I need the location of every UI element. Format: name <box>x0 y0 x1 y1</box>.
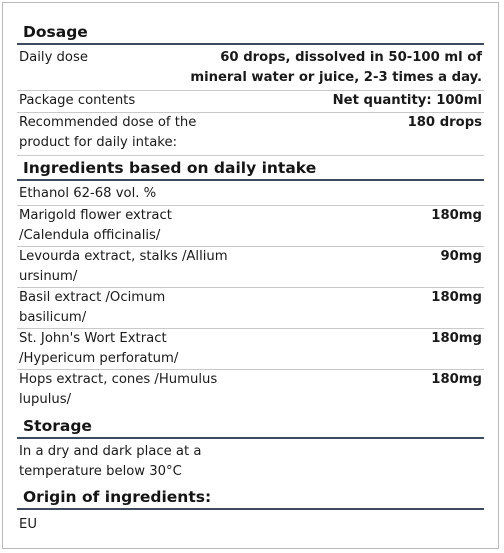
row-label <box>19 113 231 153</box>
dosage-row-recommended <box>17 112 484 156</box>
row-value-line: 60 drops, dissolved in 50-100 ml of <box>220 50 482 65</box>
ingredient-row-basil <box>17 287 484 329</box>
row-label-line: lupulus/ <box>19 392 72 407</box>
storage-heading-text: Storage <box>23 417 92 435</box>
row-label-line: ursinum/ <box>19 269 78 284</box>
row-label-line: product for daily intake: <box>19 135 178 150</box>
ingredient-row-marigold <box>17 205 484 247</box>
row-label-line: Recommended dose of the <box>19 115 197 130</box>
dosage-row-package <box>17 90 484 113</box>
row-value: 180 drops <box>407 115 482 130</box>
row-label: Package contents <box>19 93 136 108</box>
row-label-line: /Calendula officinalis/ <box>19 228 161 243</box>
row-value: 180mg <box>431 208 482 223</box>
row-value: 180mg <box>431 290 482 305</box>
row-label <box>19 329 231 369</box>
storage-text-line: temperature below 30°C <box>19 464 182 479</box>
row-label-line: /Hypericum perforatum/ <box>19 351 179 366</box>
ingredient-row-ethanol <box>17 183 484 206</box>
dosage-heading-text: Dosage <box>23 23 88 41</box>
storage-row <box>17 441 484 484</box>
origin-text: EU <box>19 517 37 532</box>
row-label-line: Marigold flower extract <box>19 208 172 223</box>
row-label-line: basilicum/ <box>19 310 87 325</box>
row-label-line: Hops extract, cones /Humulus <box>19 372 218 387</box>
row-label <box>19 370 231 410</box>
row-value: 180mg <box>431 331 482 346</box>
storage-heading <box>17 413 484 439</box>
row-value <box>190 48 482 88</box>
storage-text-line: In a dry and dark place at a <box>19 444 202 459</box>
row-value-line: mineral water or juice, 2-3 times a day. <box>190 70 482 85</box>
row-label: Ethanol 62-68 vol. % <box>19 186 157 201</box>
origin-row <box>17 514 484 536</box>
ingredients-heading <box>17 155 484 181</box>
row-label-line: St. John's Wort Extract <box>19 331 167 346</box>
origin-heading <box>17 484 484 510</box>
ingredient-row-levourda <box>17 246 484 288</box>
row-label: Daily dose <box>19 50 88 65</box>
origin-heading-text: Origin of ingredients: <box>23 488 212 506</box>
row-label-line: Levourda extract, stalks /Allium <box>19 249 228 264</box>
row-label <box>19 288 231 328</box>
dosage-row-daily-dose <box>17 47 484 91</box>
dosage-heading <box>17 19 484 45</box>
row-value: Net quantity: 100ml <box>332 93 482 108</box>
storage-text <box>19 442 279 482</box>
row-label <box>19 206 231 246</box>
row-label-line: Basil extract /Ocimum <box>19 290 166 305</box>
row-value: 180mg <box>431 372 482 387</box>
ingredient-row-hops <box>17 369 484 414</box>
product-info-panel <box>2 2 499 549</box>
ingredients-heading-text: Ingredients based on daily intake <box>23 159 317 177</box>
ingredient-row-st-johns-wort <box>17 328 484 370</box>
row-value: 90mg <box>440 249 482 264</box>
row-label <box>19 247 231 287</box>
